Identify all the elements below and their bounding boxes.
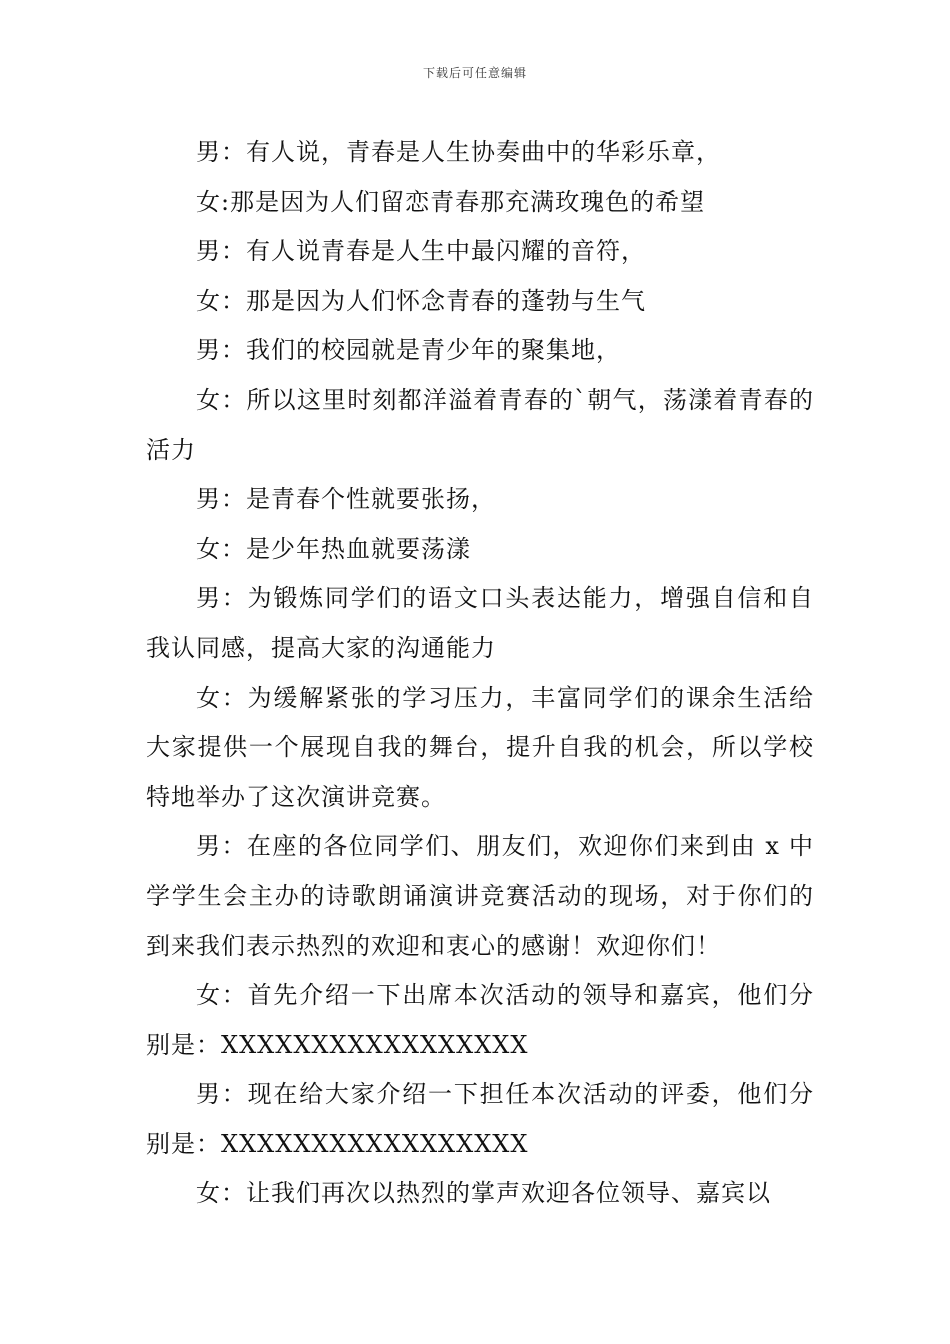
dialogue-paragraph: 女：是少年热血就要荡漾	[196, 534, 471, 563]
dialogue-paragraph: 女：让我们再次以热烈的掌声欢迎各位领导、嘉宾以	[196, 1179, 771, 1208]
dialogue-paragraph: 男：为锻炼同学们的语文口头表达能力，增强自信和自我认同感，提高大家的沟通能力	[146, 584, 814, 662]
page-header-note: 下载后可任意编辑	[422, 66, 527, 80]
dialogue-paragraph: 女：所以这里时刻都洋溢着青春的`朝气，荡漾着青春的活力	[146, 385, 814, 464]
dialogue-paragraph: 女:那是因为人们留恋青春那充满玫瑰色的希望	[196, 187, 706, 216]
dialogue-paragraph: 男：有人说，青春是人生协奏曲中的华彩乐章，	[196, 138, 721, 166]
dialogue-paragraph: 女：为缓解紧张的学习压力，丰富同学们的课余生活给大家提供一个展现自我的舞台，提升自我的机会，所以学校特地举办了这次演讲竞赛。	[146, 683, 814, 811]
dialogue-paragraph: 男：我们的校园就是青少年的聚集地，	[196, 336, 621, 365]
dialogue-paragraph: 女：那是因为人们怀念青春的蓬勃与生气	[196, 286, 646, 315]
document-body	[146, 128, 814, 1219]
dialogue-paragraph: 男：在座的各位同学们、朋友们，欢迎你们来到由 x 中学学生会主办的诗歌朗诵演讲竞赛活动的现场，对于你们的到来我们表示热烈的欢迎和衷心的感谢！欢迎你们！	[146, 832, 814, 960]
dialogue-paragraph: 女：首先介绍一下出席本次活动的领导和嘉宾，他们分别是：XXXXXXXXXXXXXXXXX	[146, 981, 814, 1059]
dialogue-paragraph: 男：有人说青春是人生中最闪耀的音符，	[196, 237, 646, 266]
dialogue-paragraph: 男：现在给大家介绍一下担任本次活动的评委，他们分别是：XXXXXXXXXXXXXXXXX	[146, 1080, 814, 1158]
dialogue-paragraph: 男：是青春个性就要张扬，	[196, 485, 496, 514]
